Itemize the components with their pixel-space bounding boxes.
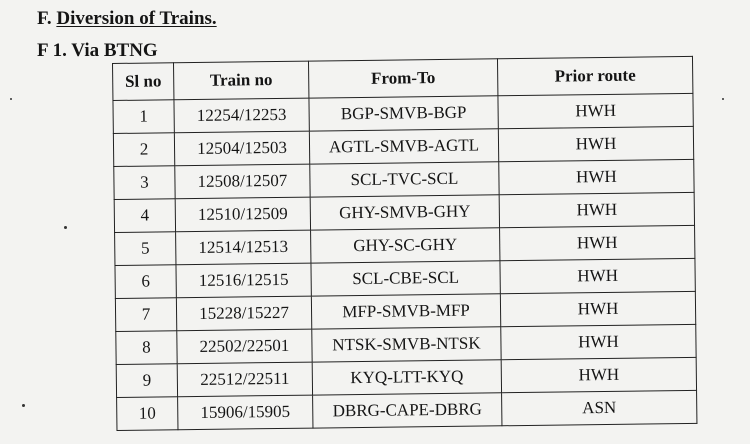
subsection-heading: F 1. Via BTNG (37, 40, 158, 61)
cell-train-no: 12508/12507 (175, 164, 310, 199)
cell-sl-no: 6 (115, 265, 176, 299)
cell-from-to: SCL-TVC-SCL (310, 162, 499, 197)
table-row (117, 390, 697, 430)
cell-from-to: KYQ-LTT-KYQ (312, 360, 501, 395)
cell-sl-no: 10 (117, 397, 178, 431)
cell-from-to: MFP-SMVB-MFP (311, 294, 500, 329)
section-title: Diversion of Trains. (56, 8, 217, 29)
cell-prior-route: HWH (501, 324, 696, 359)
cell-train-no: 22512/22511 (177, 362, 312, 397)
cell-sl-no: 5 (115, 232, 176, 266)
cell-prior-route: HWH (499, 159, 694, 194)
cell-from-to: GHY-SC-GHY (311, 228, 500, 263)
header-from-to: From-To (308, 59, 497, 98)
cell-sl-no: 2 (113, 133, 174, 167)
cell-train-no: 12516/12515 (176, 263, 311, 298)
cell-train-no: 12504/12503 (174, 131, 309, 166)
cell-prior-route: HWH (500, 291, 695, 326)
scan-speck (10, 98, 12, 100)
cell-sl-no: 7 (115, 298, 176, 332)
cell-sl-no: 9 (116, 364, 177, 398)
cell-train-no: 12254/12253 (174, 98, 309, 133)
cell-from-to: DBRG-CAPE-DBRG (313, 393, 502, 428)
scan-speck (64, 226, 67, 229)
cell-sl-no: 3 (114, 166, 175, 200)
cell-prior-route: HWH (498, 126, 693, 161)
cell-prior-route: HWH (501, 357, 696, 392)
scan-speck (22, 404, 25, 407)
header-sl-no: Sl no (113, 63, 174, 101)
cell-prior-route: HWH (499, 192, 694, 227)
header-train-no: Train no (174, 61, 309, 100)
scan-speck (722, 98, 724, 100)
cell-from-to: NTSK-SMVB-NTSK (312, 327, 501, 362)
cell-from-to: AGTL-SMVB-AGTL (309, 129, 498, 164)
cell-prior-route: HWH (500, 258, 695, 293)
cell-prior-route: HWH (498, 93, 693, 128)
cell-sl-no: 8 (116, 331, 177, 365)
cell-prior-route: HWH (500, 225, 695, 260)
cell-train-no: 12510/12509 (175, 197, 310, 232)
cell-train-no: 12514/12513 (176, 230, 311, 265)
cell-sl-no: 1 (113, 100, 174, 134)
section-heading (37, 8, 217, 30)
cell-prior-route: ASN (502, 390, 697, 425)
section-letter: F. (37, 8, 52, 29)
cell-train-no: 15228/15227 (176, 296, 311, 331)
header-prior-route: Prior route (497, 56, 692, 95)
cell-from-to: BGP-SMVB-BGP (309, 96, 498, 131)
cell-train-no: 22502/22501 (177, 329, 312, 364)
cell-from-to: GHY-SMVB-GHY (310, 195, 499, 230)
cell-train-no: 15906/15905 (178, 395, 313, 430)
train-diversion-table (112, 56, 697, 431)
cell-sl-no: 4 (114, 199, 175, 233)
cell-from-to: SCL-CBE-SCL (311, 261, 500, 296)
